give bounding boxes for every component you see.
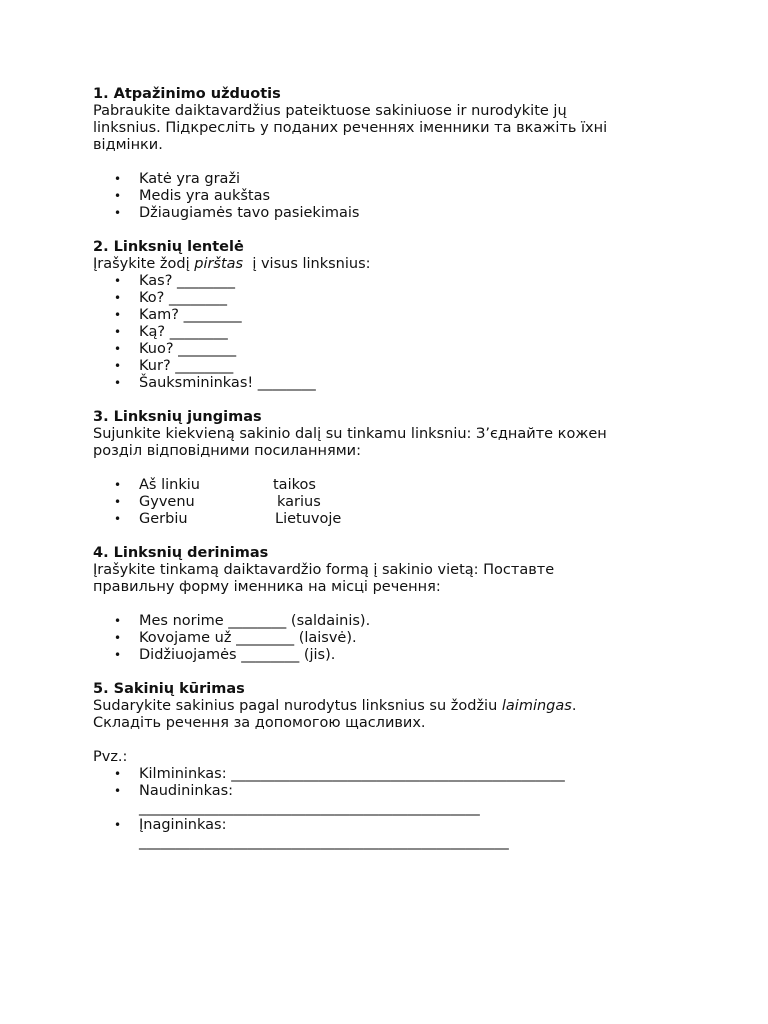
list-item: • Katė yra graži [93, 171, 683, 188]
instruction-text: . [571, 698, 577, 714]
section-5-instruction-line-2: Складіть речення за допомогою щасливих. [93, 715, 426, 731]
list-item: • Kur? ________ [93, 358, 683, 375]
list-item: • Džiaugiamės tavo pasiekimais [93, 205, 683, 222]
section-1-title: 1. Atpažinimo užduotis [93, 86, 281, 102]
list-item [93, 783, 683, 817]
case-label: • Naudininkas: [139, 783, 234, 799]
section-4 [93, 545, 683, 664]
section-1-instruction-line-2: linksnius. Підкресліть у поданих реченнях іменники та вкажіть їхні [93, 120, 608, 136]
target-word: laimingas [501, 698, 572, 714]
list-item [93, 817, 683, 851]
section-4-list [93, 613, 683, 664]
section-4-instruction-line-2: правильну форму іменника на місці речення: [93, 579, 441, 595]
list-item: • Kuo? ________ [93, 341, 683, 358]
list-item: • Medis yra aukštas [93, 188, 683, 205]
section-4-instruction-line-1: Įrašykite tinkamą daiktavardžio formą į sakinio vietą: Поставте [93, 562, 555, 578]
list-item: • Kilmininkas: ______________________________________________ [93, 766, 683, 783]
section-1-instruction-line-3: відмінки. [93, 137, 163, 153]
section-3-title: 3. Linksnių jungimas [93, 409, 262, 425]
match-right: Lietuvoje [275, 511, 342, 527]
example-label: Pvz.: [93, 749, 128, 765]
case-label: • Įnagininkas: [139, 817, 227, 833]
list-item: • Ko? ________ [93, 290, 683, 307]
section-3-instruction-line-2: розділ відповідними посиланнями: [93, 443, 361, 459]
section-3-list [93, 477, 683, 528]
answer-line: ___________________________________________________ [139, 834, 509, 850]
worksheet [93, 86, 683, 851]
section-5-title: 5. Sakinių kūrimas [93, 681, 245, 697]
section-2 [93, 239, 683, 392]
match-left: Gyvenu [139, 494, 195, 510]
section-5-list [93, 766, 683, 851]
instruction-text: Sudarykite sakinius pagal nurodytus linksnius su žodžiu [93, 698, 502, 714]
list-item: • Kam? ________ [93, 307, 683, 324]
list-item: • Mes norime ________ (saldainis). [93, 613, 683, 630]
list-item: • Didžiuojamės ________ (jis). [93, 647, 683, 664]
answer-line: _______________________________________________ [139, 800, 480, 816]
match-left: Gerbiu [139, 511, 188, 527]
match-right: taikos [273, 477, 316, 493]
section-5-instruction-line-1 [93, 698, 683, 715]
list-item [93, 511, 683, 528]
list-item [93, 477, 683, 494]
section-1-list [93, 171, 683, 222]
section-1 [93, 86, 683, 222]
instruction-text: Įrašykite žodį [93, 256, 195, 272]
section-2-list [93, 273, 683, 392]
instruction-text: į visus linksnius: [243, 256, 371, 272]
section-5 [93, 681, 683, 851]
match-left: Aš linkiu [139, 477, 200, 493]
list-item: • Kovojame už ________ (laisvė). [93, 630, 683, 647]
list-item: • Kas? ________ [93, 273, 683, 290]
section-1-instruction-line-1: Pabraukite daiktavardžius pateiktuose sakiniuose ir nurodykite jų [93, 103, 567, 119]
target-word: pirštas [194, 256, 244, 272]
list-item: • Ką? ________ [93, 324, 683, 341]
section-3 [93, 409, 683, 528]
list-item: • Šauksmininkas! ________ [93, 375, 683, 392]
section-2-title: 2. Linksnių lentelė [93, 239, 244, 255]
match-right: karius [277, 494, 321, 510]
section-3-instruction-line-1: Sujunkite kiekvieną sakinio dalį su tinkamu linksniu: З’єднайте кожен [93, 426, 607, 442]
section-2-instruction [93, 256, 683, 273]
section-4-title: 4. Linksnių derinimas [93, 545, 269, 561]
list-item [93, 494, 683, 511]
